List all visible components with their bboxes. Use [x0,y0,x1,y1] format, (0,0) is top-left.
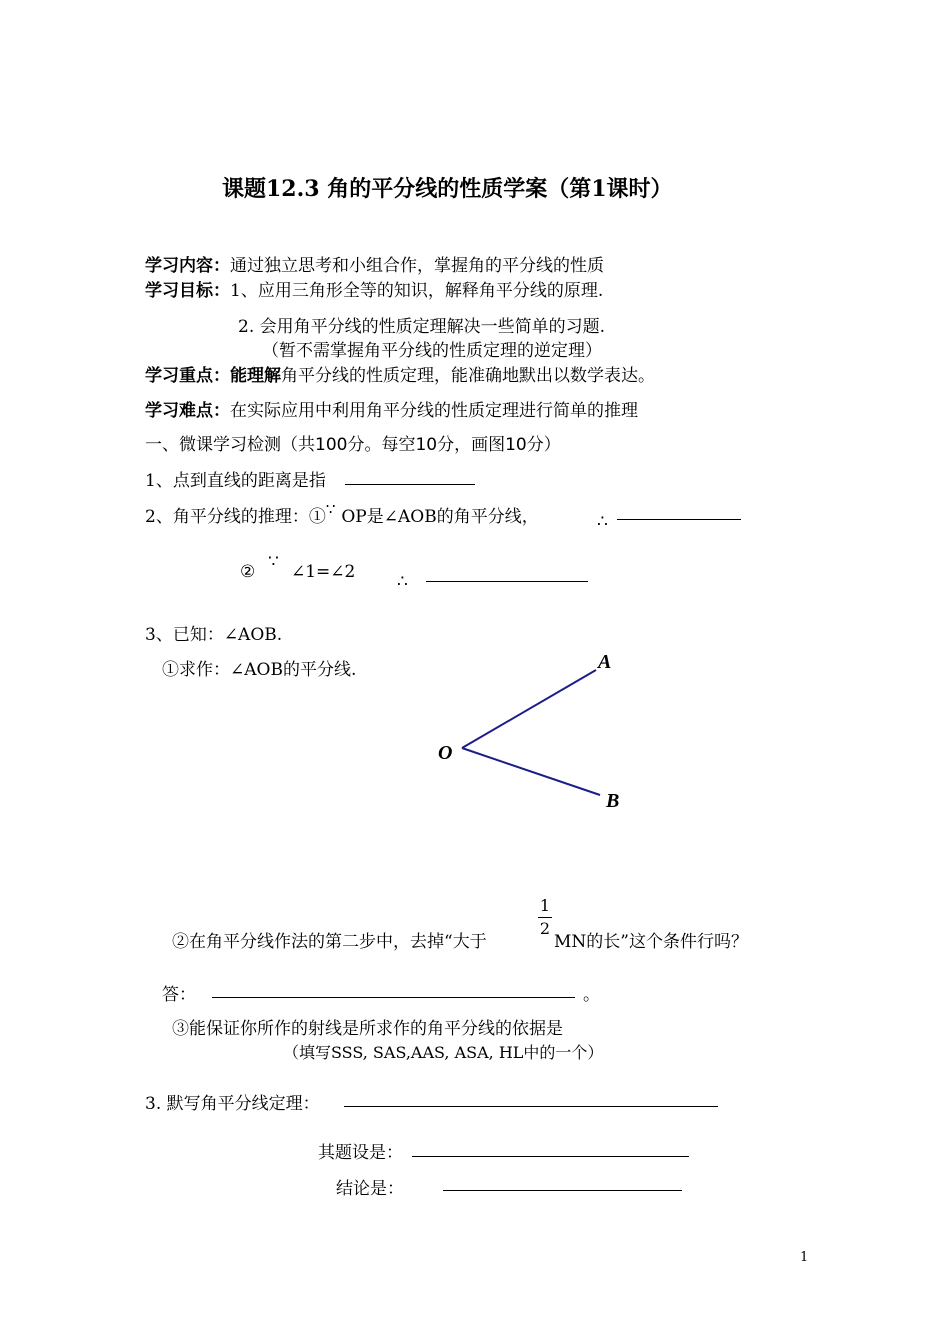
ray-ob [462,748,600,795]
because-symbol-2: ∵ [268,552,279,572]
key-text: 角平分线的性质定理，能准确地默出以数学表达。 [281,366,655,386]
point-a-label: A [598,651,612,673]
goals-item-1: 1、应用三角形全等的知识，解释角平分线的原理. [230,281,604,301]
therefore-symbol-2: ∴ [397,572,408,592]
q2-row1 [145,502,539,527]
q2-cond1: OP是∠AOB的角平分线， [341,507,539,527]
q3-task3: ③能保证你所作的射线是所求作的角平分线的依据是 [172,1019,563,1039]
q2-circle-2: ② [240,562,256,582]
q1-text: 1、点到直线的距离是指 [145,471,326,491]
goals-row [145,276,603,301]
premise-blank[interactable] [412,1156,689,1157]
q3-task2-pre: ②在角平分线作法的第二步中，去掉“大于 [172,932,487,952]
answer-label: 答： [162,985,196,1005]
q2-cond2: ∠1=∠2 [291,562,356,582]
therefore-symbol-1: ∴ [597,512,608,532]
q2-blank-2[interactable] [426,581,588,582]
key-label: 学习重点： [145,366,230,386]
point-b-label: B [606,790,620,812]
key-bold: 能理解 [230,366,281,386]
q3-task2-post: MN的长”这个条件行吗？ [554,932,748,952]
difficulty-row [145,396,638,421]
answer-blank[interactable] [212,997,575,998]
page-number: 1 [800,1250,809,1265]
q3-task1: ①求作：∠AOB的平分线. [162,660,357,680]
ray-oa [462,670,596,748]
conclusion-blank[interactable] [443,1190,682,1191]
page-title: 课题12.3 角的平分线的性质学案（第1课时） [222,176,673,202]
point-o-label: O [438,742,453,764]
fraction-numerator: 1 [539,896,551,915]
premise-label: 其题设是： [318,1143,403,1163]
theorem-blank[interactable] [344,1106,718,1107]
goals-label: 学习目标： [145,281,230,301]
fraction-denominator: 2 [539,919,551,938]
q3-given: 3、已知：∠AOB. [145,625,283,645]
because-symbol: ∵ [325,500,336,518]
q1-blank[interactable] [345,484,475,485]
difficulty-label: 学习难点： [145,401,230,421]
goals-note: （暂不需掌握角平分线的性质定理的逆定理） [262,341,602,361]
difficulty-text: 在实际应用中利用角平分线的性质定理进行简单的推理 [230,401,638,421]
goals-item-2: 2. 会用角平分线的性质定理解决一些简单的习题. [238,317,606,337]
conclusion-label: 结论是： [336,1179,404,1199]
fraction-half [537,897,553,938]
q2-prefix: 2、角平分线的推理：① [145,507,326,527]
content-row [145,251,604,276]
q2-blank-1[interactable] [617,519,741,520]
answer-end: 。 [583,985,600,1005]
fraction-bar [538,917,552,918]
content-label: 学习内容： [145,256,230,276]
section-heading: 一、微课学习检测（共100分。每空10分，画图10分） [145,435,561,455]
key-row [145,361,655,386]
q3-task3-note: （填写SSS, SAS,AAS, ASA, HL中的一个） [283,1043,604,1062]
content-text: 通过独立思考和小组合作，掌握角的平分线的性质 [230,256,604,276]
q4-label: 3. 默写角平分线定理： [145,1094,320,1114]
